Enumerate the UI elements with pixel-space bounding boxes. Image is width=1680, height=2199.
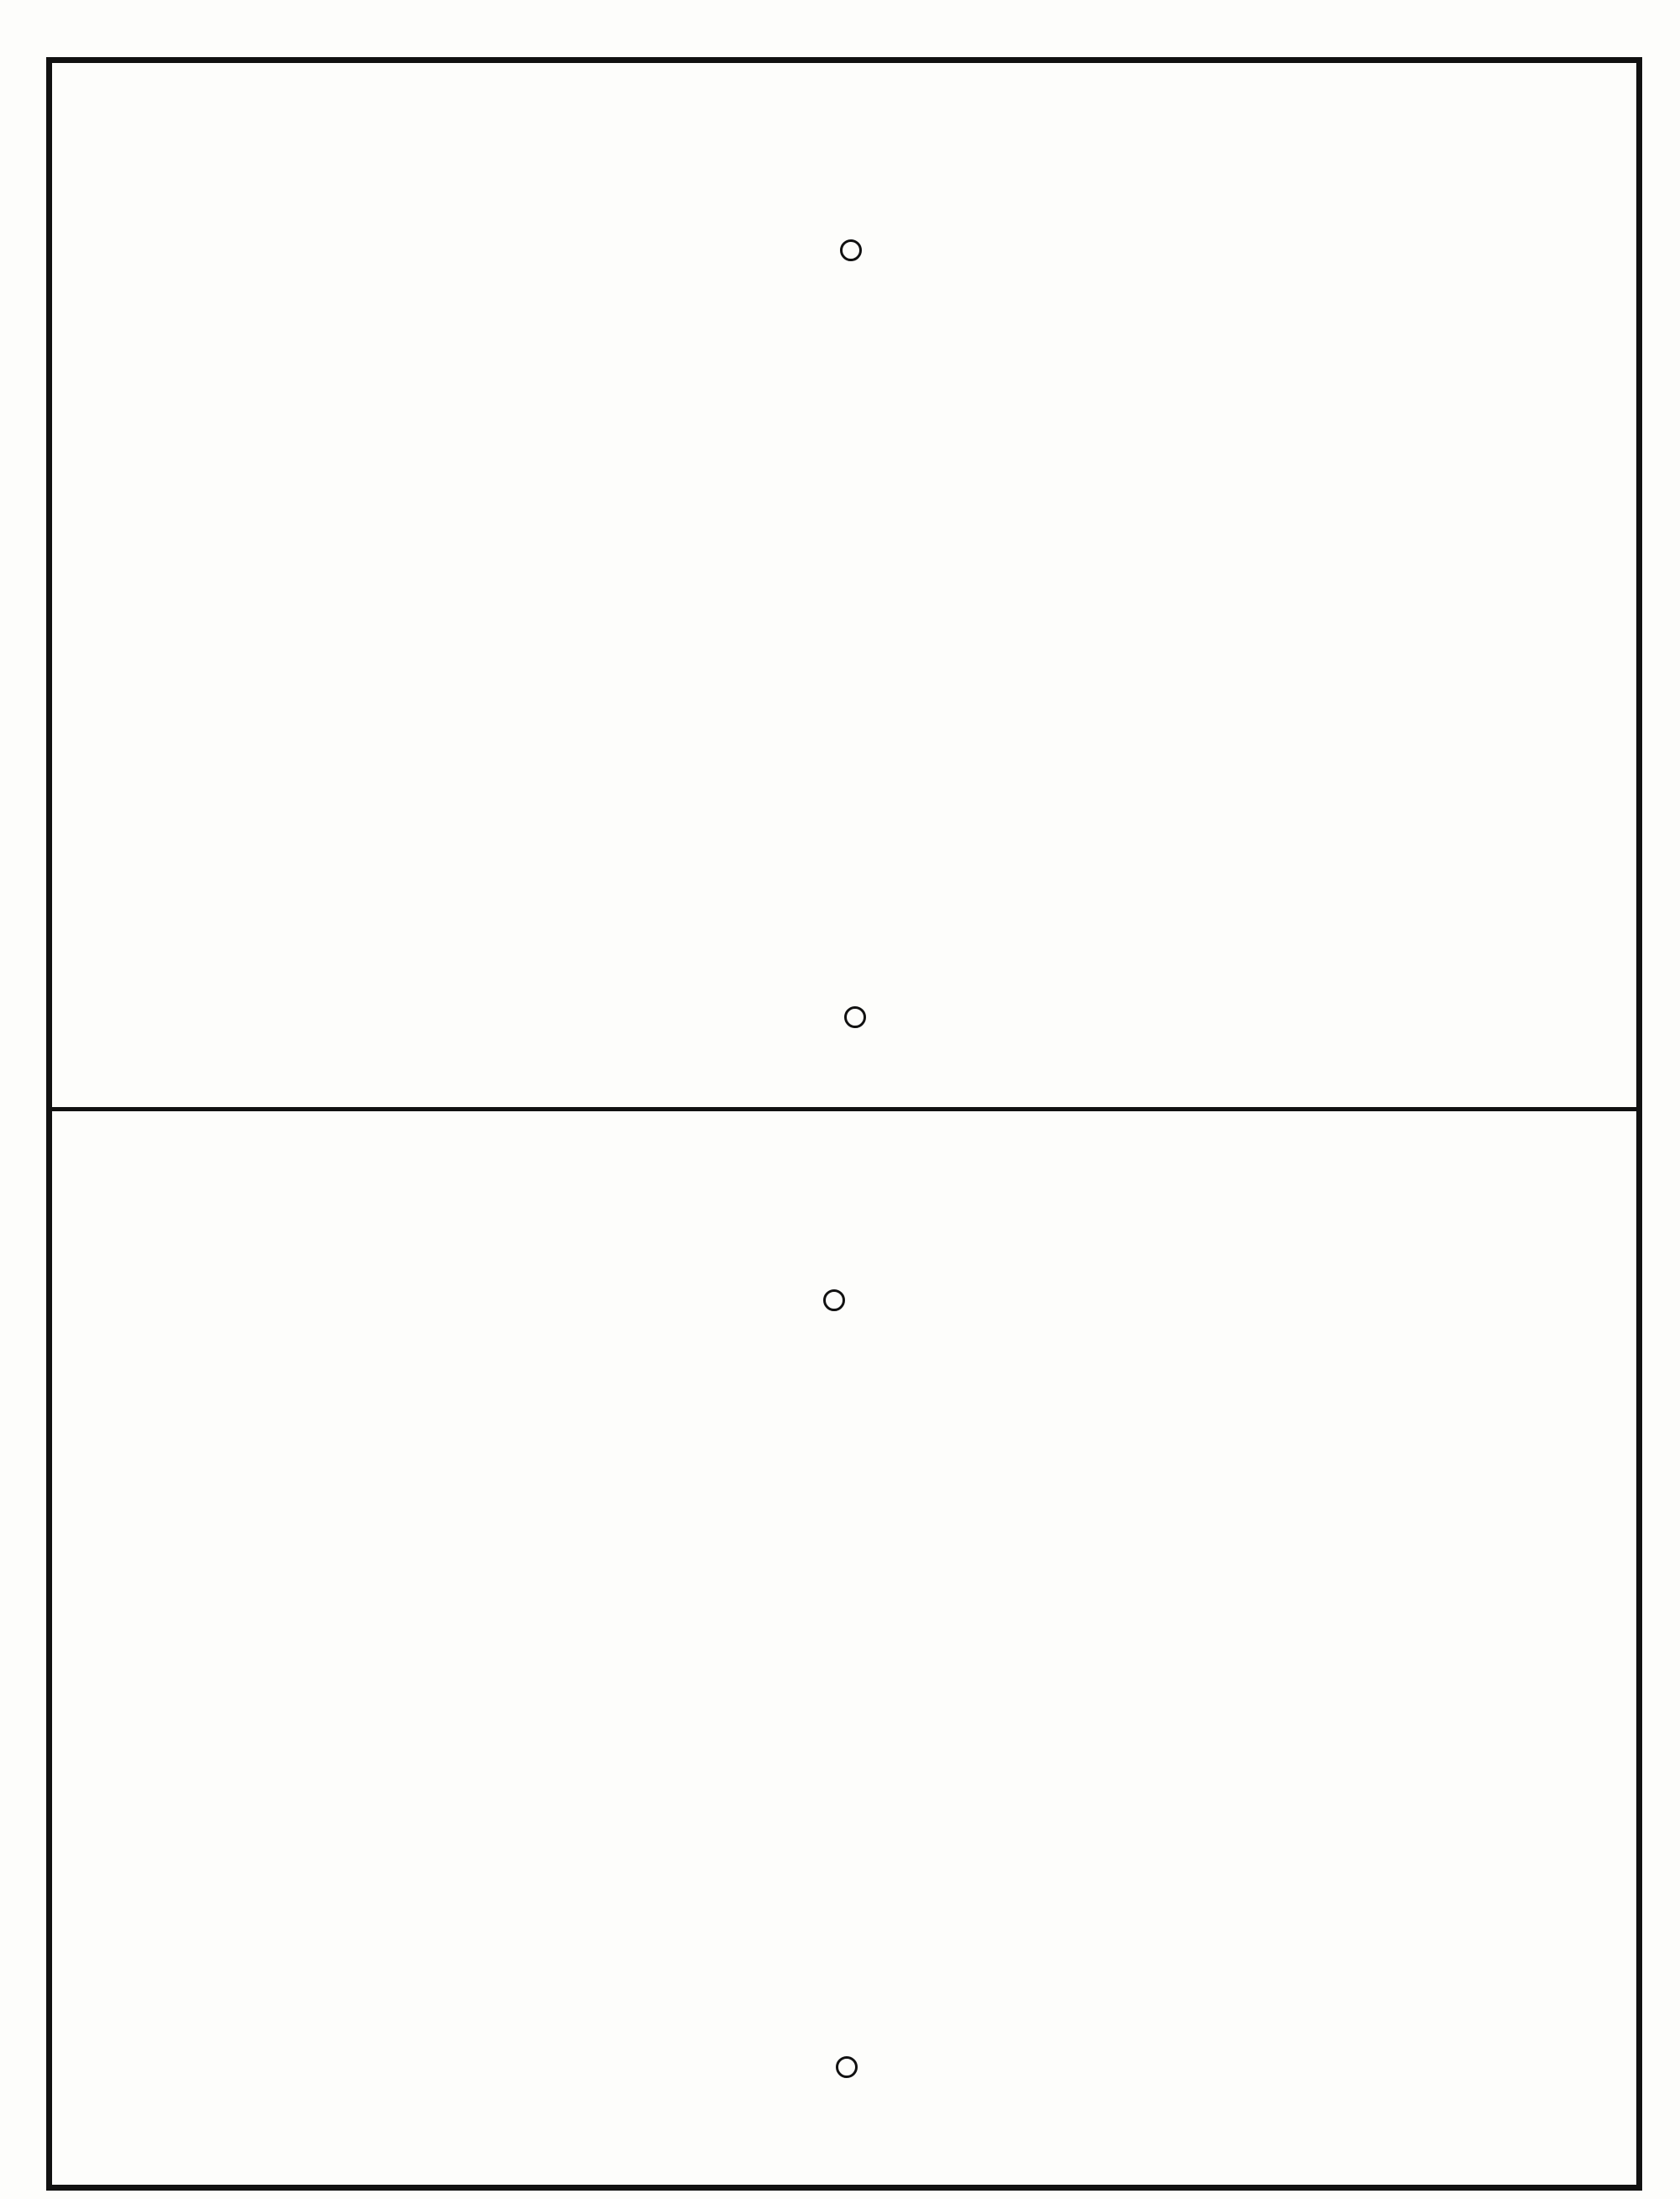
circle-mark-icon: [823, 1289, 845, 1311]
circle-mark-icon: [840, 239, 862, 261]
page-frame: [46, 57, 1642, 2191]
circle-mark-icon: [844, 1006, 866, 1028]
circle-mark-icon: [836, 2056, 858, 2078]
section-divider: [46, 1107, 1642, 1111]
